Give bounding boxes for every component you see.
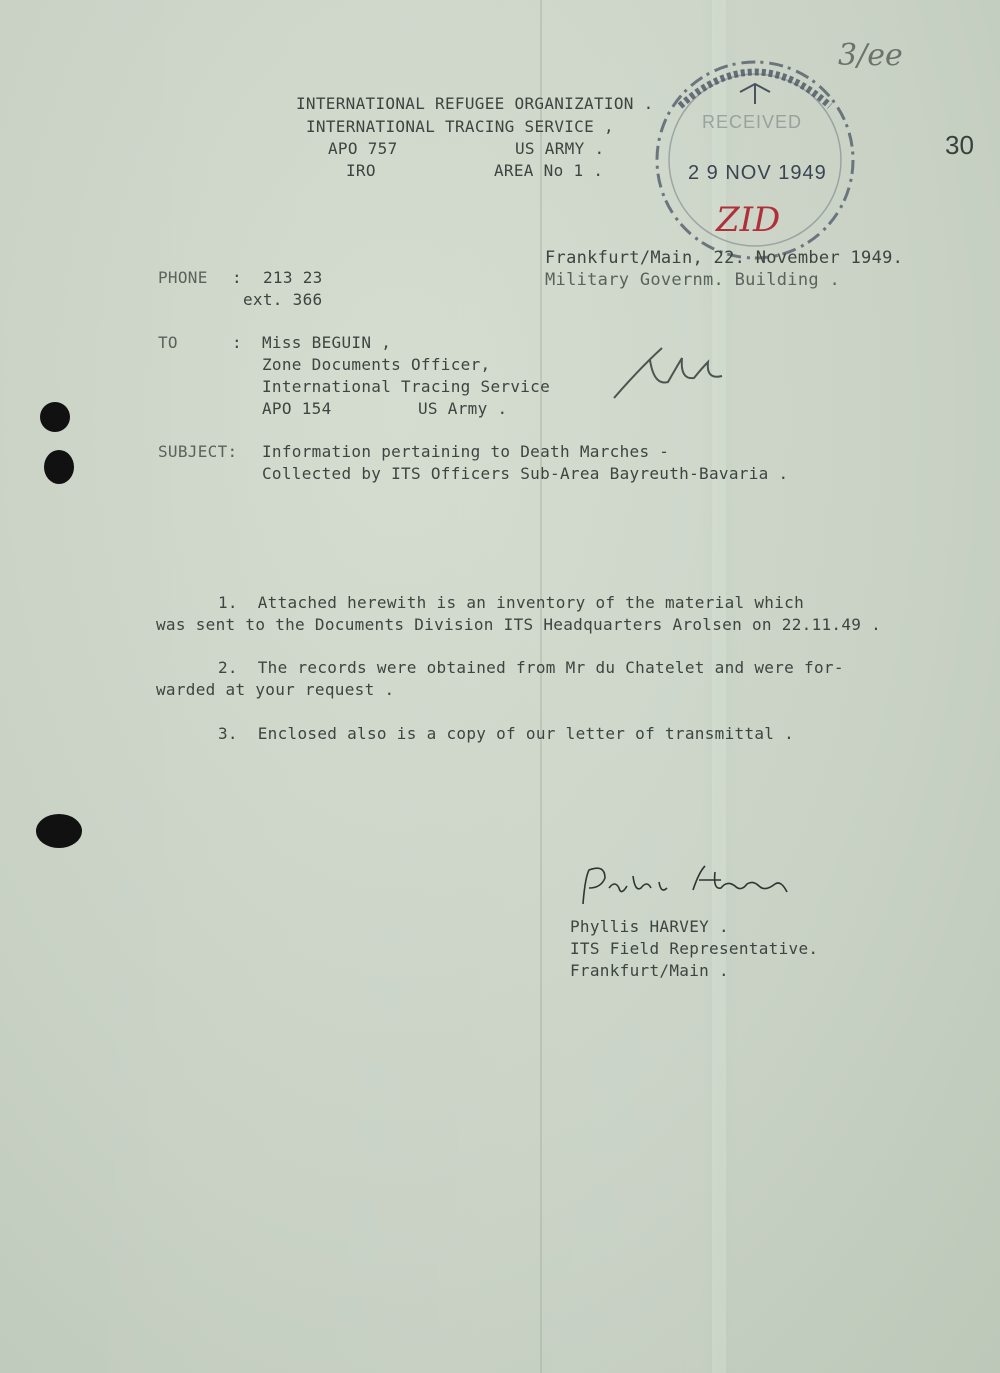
to-label: TO xyxy=(158,333,178,352)
subject-label: SUBJECT: xyxy=(158,442,238,461)
header-area: AREA No 1 . xyxy=(494,161,604,180)
header-iro: IRO xyxy=(346,161,376,180)
punch-hole-middle xyxy=(44,450,74,484)
paragraph-3-line-1: 3. Enclosed also is a copy of our letter of transmittal . xyxy=(218,724,795,743)
subject-line-2: Collected by ITS Officers Sub-Area Bayreuth-Bavaria . xyxy=(262,464,789,483)
paragraph-1-line-1: 1. Attached herewith is an inventory of the material which xyxy=(218,593,805,612)
to-name: Miss BEGUIN , xyxy=(262,333,392,352)
punch-hole-top xyxy=(40,402,70,432)
stamp-initials: ZID xyxy=(716,200,781,240)
place-date-line: Frankfurt/Main, 22. November 1949. xyxy=(545,248,904,268)
phone-ext: ext. 366 xyxy=(243,290,323,309)
page-number: 30 xyxy=(945,130,974,160)
header-army: US ARMY . xyxy=(515,139,605,158)
paragraph-2-line-1: 2. The records were obtained from Mr du Chatelet and were for- xyxy=(218,658,844,677)
punch-hole-bottom xyxy=(36,814,82,848)
header-apo: APO 757 xyxy=(328,139,398,158)
stamp-label: RECEIVED xyxy=(702,112,803,132)
phone-number: 213 23 xyxy=(263,268,323,287)
to-colon: : xyxy=(232,333,242,352)
paragraph-2-line-2: warded at your request . xyxy=(156,680,395,699)
phone-label: PHONE xyxy=(158,268,208,287)
subject-line-1: Information pertaining to Death Marches - xyxy=(262,442,670,461)
header-org: INTERNATIONAL REFUGEE ORGANIZATION . xyxy=(296,94,654,113)
fold-crease xyxy=(540,0,542,1373)
stamp-date: 2 9 NOV 1949 xyxy=(688,162,827,184)
to-position: Zone Documents Officer, xyxy=(262,355,491,374)
to-apo: APO 154 xyxy=(262,399,332,418)
to-army: US Army . xyxy=(418,399,508,418)
handwritten-initials xyxy=(610,338,740,408)
paragraph-1-line-2: was sent to the Documents Division ITS Headquarters Arolsen on 22.11.49 . xyxy=(156,615,882,634)
pencil-note: 3/ee xyxy=(838,38,903,73)
signer-title: ITS Field Representative. xyxy=(570,939,819,958)
to-organization: International Tracing Service xyxy=(262,377,551,396)
signer-name: Phyllis HARVEY . xyxy=(570,917,729,936)
handwritten-signature xyxy=(575,858,805,914)
header-service: INTERNATIONAL TRACING SERVICE , xyxy=(306,117,614,136)
phone-colon: : xyxy=(232,268,242,287)
address-line: Military Governm. Building . xyxy=(545,270,840,290)
signer-city: Frankfurt/Main . xyxy=(570,961,729,980)
